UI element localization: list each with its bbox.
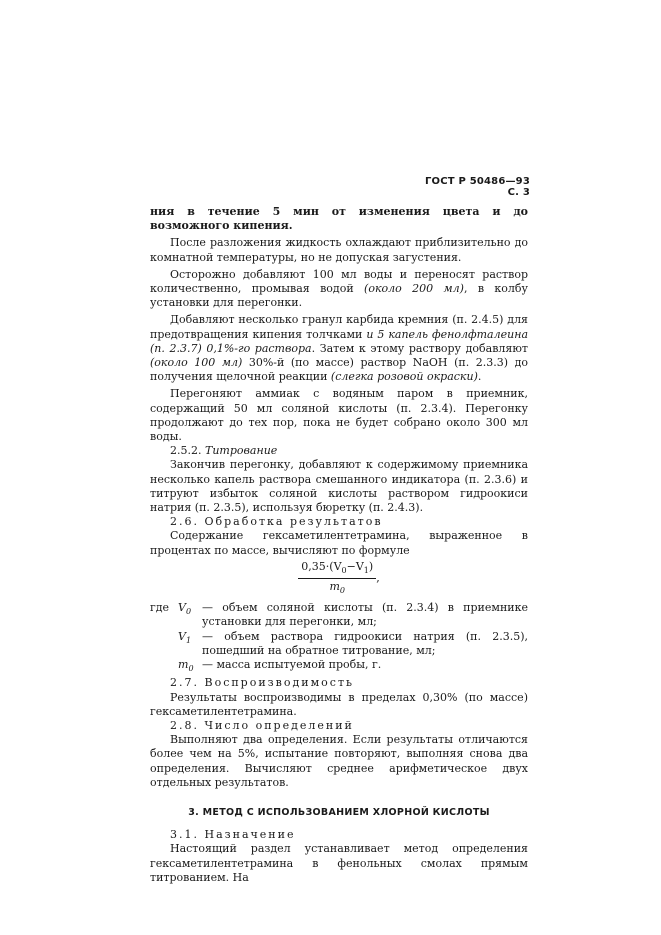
section-2-6-heading: 2.6. Обработка результатов	[170, 515, 383, 529]
section-3-1-heading: 3.1. Назначение	[170, 828, 296, 842]
section-2-5-2-heading	[150, 444, 528, 458]
paragraph-additions	[150, 313, 528, 384]
legend-symbol: $V_0$	[178, 601, 192, 617]
legend-text	[202, 630, 528, 658]
legend-dash: —	[202, 601, 213, 615]
legend-dash: —	[202, 658, 213, 672]
legend-desc: масса испытуемой пробы, г.	[216, 658, 382, 672]
formula-fraction	[298, 560, 376, 597]
paragraph-cooling: После разложения жидкость охлаждают приблизительно до комнатной температуры, но не допуская загустения.	[150, 236, 528, 264]
text-run: .	[477, 370, 482, 384]
where-word: где	[150, 601, 170, 615]
formula	[150, 560, 528, 597]
formula-legend	[150, 601, 528, 676]
section-2-8-heading: 2.8. Число определений	[170, 719, 354, 733]
formula-numerator: $0,35\cdot(V_0-V_1)$	[298, 560, 376, 579]
text-run: , в колбу установки для перегонки.	[150, 282, 528, 310]
legend-text	[202, 658, 528, 676]
legend-symbol: $m_0$	[178, 658, 194, 674]
paragraph-determinations: Выполняют два определения. Если результаты отличаются более чем на 5%, испытание повторяют, выполняя снова два определения. Вычисляют среднее арифметическое двух отдельных результатов.	[150, 733, 528, 789]
formula-denominator: $m_0$	[329, 580, 345, 596]
section-2-7-heading: 2.7. Воспроизводимость	[170, 676, 355, 690]
legend-symbol: $V_1$	[178, 629, 192, 645]
legend-spacer	[150, 658, 178, 676]
paragraph-formula-intro: Содержание гексаметилентетрамина, выраженное в процентах по массе, вычисляют по формуле	[150, 529, 528, 557]
chapter-3-heading: 3. МЕТОД С ИСПОЛЬЗОВАНИЕМ ХЛОРНОЙ КИСЛОТЫ	[188, 807, 490, 819]
paragraph-distillation: Перегоняют аммиак с водяным паром в приемник, содержащий 50 мл соляной кислоты (п. 2.3.4). Перегонку продолжают до тех пор, пока не будет собрано около 300 мл воды.	[150, 387, 528, 444]
paragraph-transfer	[150, 268, 528, 311]
section-title: Титрование	[204, 444, 278, 458]
formula-trail: ,	[376, 571, 380, 585]
text-run: . Затем к этому раствору добавляют	[311, 341, 528, 355]
paragraph-purpose: Настоящий раздел устанавливает метод определения гексаметилентетрамина в фенольных смолах прямым титрованием. На	[150, 842, 528, 884]
document-body	[150, 205, 528, 885]
legend-spacer	[150, 630, 178, 658]
paragraph-titration: Закончив перегонку, добавляют к содержимому приемника несколько капель раствора смешанного индикатора (п. 2.3.6) и титруют избыток соляной кислоты раствором гидроокиси натрия (п. 2.3.5), используя бюретку (п. 2.4.3).	[150, 458, 528, 515]
text-run: Добавляют несколько гранул карбида кремния (п. 2.4.5) для предотвращения кипения толчками	[150, 313, 528, 341]
legend-desc: объем соляной кислоты (п. 2.3.4) в приемнике установки для перегонки, мл;	[202, 601, 529, 629]
text-emphasis: (около 200 мл)	[364, 282, 464, 296]
paragraph-continuation: ния в течение 5 мин от изменения цвета и до возможного кипения.	[150, 205, 528, 233]
legend-text	[202, 601, 528, 629]
text-run: Осторожно добавляют 100 мл воды и переносят раствор количественно, промывая водой	[150, 267, 528, 296]
legend-desc: объем раствора гидроокиси натрия (п. 2.3.5), пошедший на обратное титрование, мл;	[202, 629, 528, 657]
text-emphasis: (слегка розовой окраски)	[330, 370, 478, 384]
legend-dash: —	[202, 629, 213, 643]
text-run: 30%-й (по массе) раствор NaOH (п. 2.3.3) до получения щелочной реакции	[150, 356, 528, 384]
text-emphasis: (около 100 мл)	[150, 356, 243, 370]
paragraph-reproducibility: Результаты воспроизводимы в пределах 0,30% (по массе) гексаметилентетрамина.	[150, 690, 528, 718]
section-number: 2.5.2.	[170, 444, 205, 458]
running-header: ГОСТ Р 50486—93 С. 3	[424, 176, 530, 198]
text-emphasis: и 5 капель фенолфталеина (п. 2.3.7) 0,1%-го раствора	[150, 327, 528, 355]
